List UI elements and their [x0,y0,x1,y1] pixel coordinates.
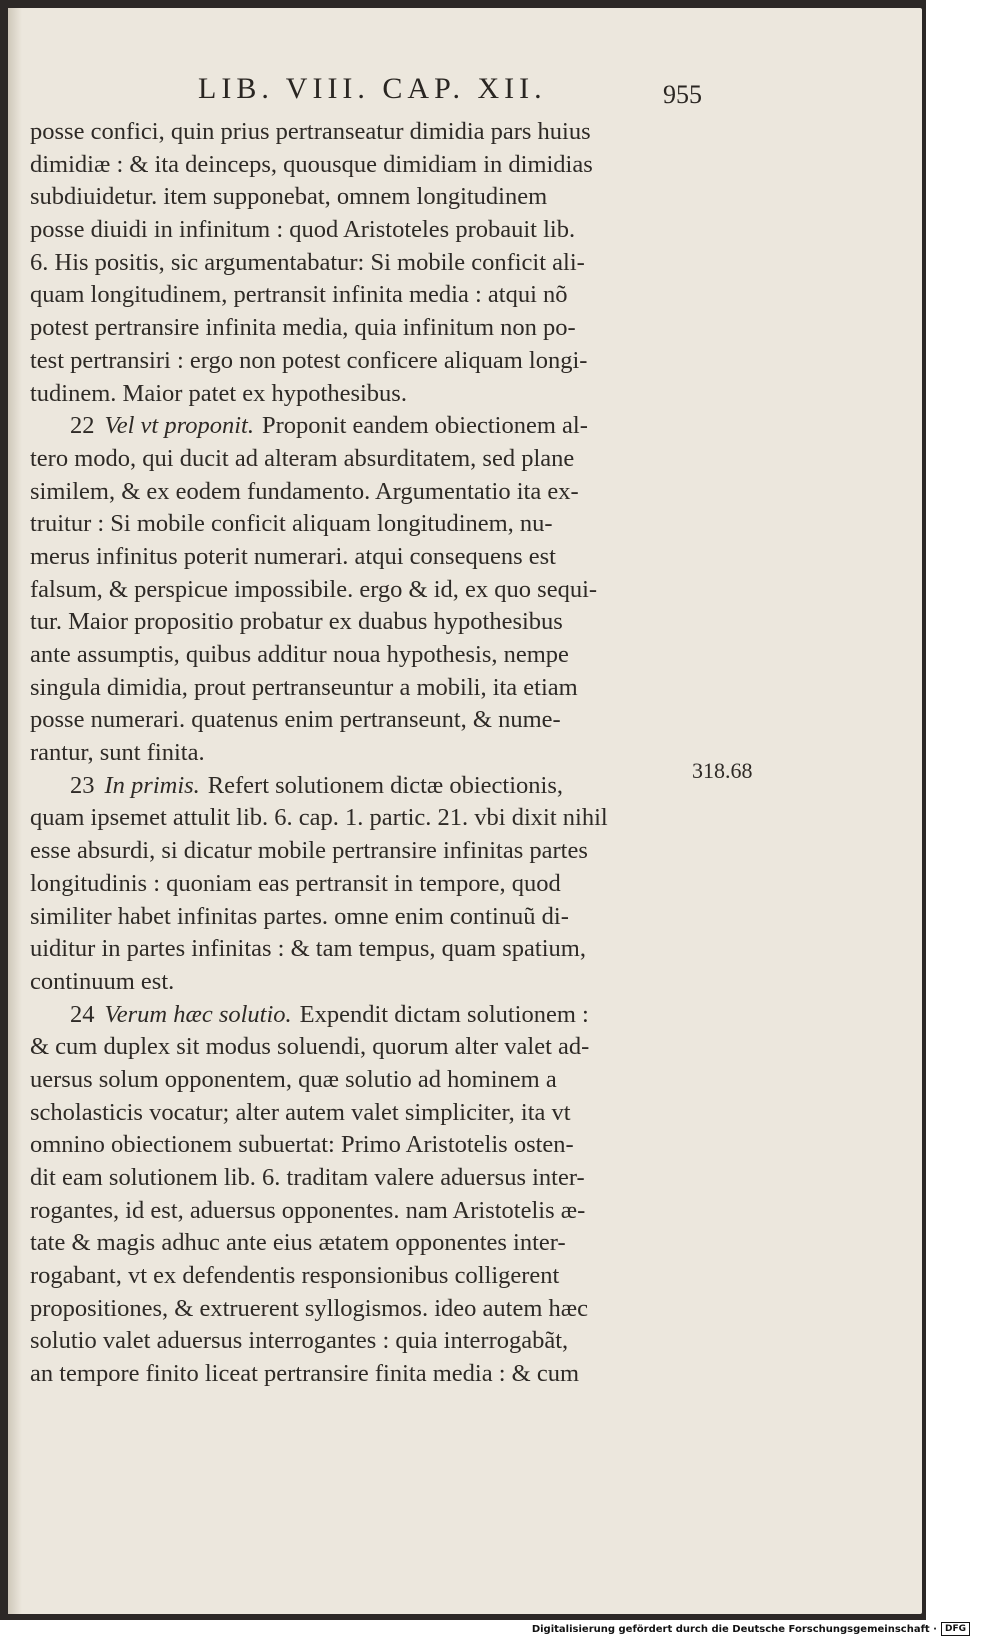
text-line: dimidiæ : & ita deinceps, quousque dimidiam in dimidias [30,150,593,178]
text-line: similiter habet infinitas partes. omne enim continuũ di- [30,902,569,930]
paragraph-lemma: Verum hæc solutio. [104,1000,292,1028]
text-line: propositiones, & extruerent syllogismos. ideo autem hæc [30,1294,588,1322]
page-gutter-shadow [8,8,22,1614]
text-line: subdiuidetur. item supponebat, omnem longitudinem [30,183,548,211]
text-line: tate & magis adhuc ante eius ætatem opponentes inter- [30,1229,566,1257]
text-line: solutio valet aduersus interrogantes : quia interrogabãt, [30,1327,569,1355]
text-line: quam ipsemet attulit lib. 6. cap. 1. partic. 21. vbi dixit nihil [30,804,608,832]
text-line: & cum duplex sit modus soluendi, quorum alter valet ad- [30,1033,590,1061]
paragraph-24-first-line [30,999,692,1032]
paragraph-number: 23 [70,771,95,799]
text-line: uiditur in partes infinitas : & tam tempus, quam spatium, [30,935,586,963]
book-page [8,8,922,1614]
paragraph-number: 24 [70,1000,95,1028]
text-line: dit eam solutionem lib. 6. traditam valere aduersus inter- [30,1164,585,1191]
paragraph-22-first-line [30,410,692,443]
margin-note: 318.68 [692,758,753,783]
paragraph-lemma: Vel vt proponit. [104,412,254,440]
text-line: falsum, & perspicue impossibile. ergo & id, ex quo sequi- [30,575,598,603]
text-line: rogabant, vt ex defendentis responsionibus colligerent [30,1262,560,1290]
text-line: posse diuidi in infinitum : quod Aristoteles probauit lib. [30,216,576,244]
text-line: scholasticis vocatur; alter autem valet simpliciter, ita vt [30,1098,571,1126]
text-line: similem, & ex eodem fundamento. Argumentatio ita ex- [30,477,579,505]
text-line: tero modo, qui ducit ad alteram absurditatem, sed plane [30,444,575,472]
paragraph-first-text: Proponit eandem obiectionem al- [261,412,588,440]
text-line: test pertransiri : ergo non potest conficere aliquam longi- [30,346,588,374]
text-line: potest pertransire infinita media, quia infinitum non po- [30,314,576,342]
dfg-logo-icon: DFG [941,1622,970,1636]
paragraph-first-text: Refert solutionem dictæ obiectionis, [207,771,563,799]
text-line: merus infinitus poterit numerari. atqui consequens est [30,542,556,570]
text-line: tudinem. Maior patet ex hypothesibus. [30,379,407,407]
text-line: rantur, sunt finita. [30,739,205,767]
text-line: quam longitudinem, pertransit infinita media : atqui nõ [30,281,568,309]
paragraph-first-text: Expendit dictam solutionem : [299,1000,589,1028]
text-line: singula dimidia, prout pertranseuntur a mobili, ita etiam [30,673,578,701]
digitization-credit [532,1622,970,1636]
text-line: omnino obiectionem subuertat: Primo Aristotelis osten- [30,1131,574,1159]
text-line: uersus solum opponentem, quæ solutio ad hominem a [30,1065,557,1093]
text-line: tur. Maior propositio probatur ex duabus hypothesibus [30,608,563,636]
paragraph-lemma: In primis. [104,771,200,799]
running-head: LIB. VIII. CAP. XII. [198,72,547,105]
text-line: rogantes, id est, aduersus opponentes. nam Aristotelis æ- [30,1196,586,1224]
text-line: posse numerari. quatenus enim pertranseunt, & nume- [30,706,561,734]
text-line: ante assumptis, quibus additur noua hypothesis, nempe [30,641,569,668]
page-number: 955 [663,80,702,109]
text-line: 6. His positis, sic argumentabatur: Si mobile conficit ali- [30,248,585,276]
text-line: continuum est. [30,967,175,995]
text-line: longitudinis : quoniam eas pertransit in tempore, quod [30,869,561,897]
text-line: an tempore finito liceat pertransire finita media : & cum [30,1360,580,1388]
credit-text: Digitalisierung gefördert durch die Deutsche Forschungsgemeinschaft · [531,1624,937,1635]
text-block [30,116,692,1391]
text-line: esse absurdi, si dicatur mobile pertransire infinitas partes [30,837,588,865]
text-line: truitur : Si mobile conficit aliquam longitudinem, nu- [30,510,553,538]
paragraph-23-first-line [30,770,692,803]
paragraph-number: 22 [70,412,95,440]
text-line: posse confici, quin prius pertranseatur dimidia pars huius [30,118,591,145]
